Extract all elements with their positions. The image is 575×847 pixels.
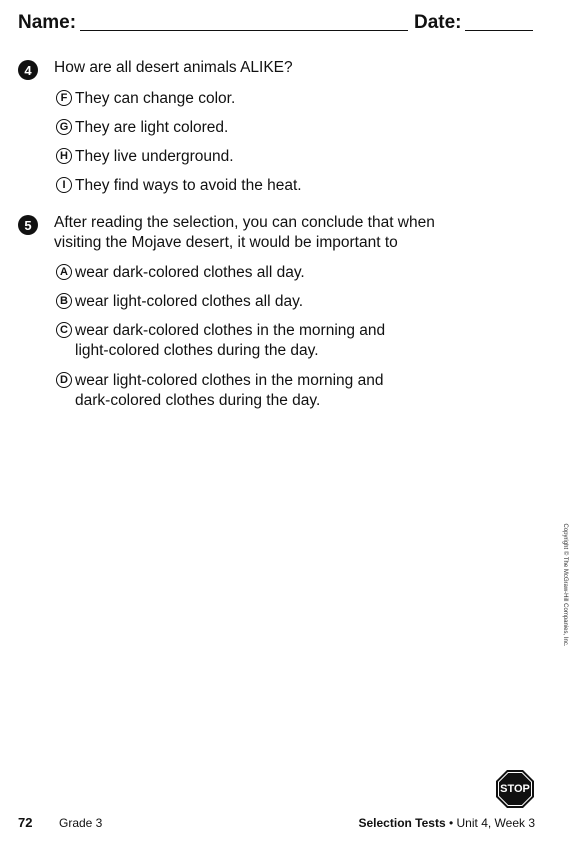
- section-title: Selection Tests: [358, 816, 446, 830]
- page-number: 72: [18, 815, 33, 830]
- question-number: 5: [18, 215, 38, 235]
- section-detail: • Unit 4, Week 3: [448, 816, 535, 830]
- option-text: [75, 371, 383, 411]
- stop-sign-icon: [495, 769, 535, 809]
- date-field[interactable]: [465, 30, 533, 31]
- question-number: 4: [18, 60, 38, 80]
- option-letter-circle: C: [56, 322, 72, 338]
- option-letter-circle: D: [56, 372, 72, 388]
- question-5: [18, 213, 538, 418]
- option-text-line: wear dark-colored clothes in the morning and: [75, 322, 386, 339]
- option-text: wear dark-colored clothes all day.: [75, 264, 305, 281]
- question-4: [18, 58, 538, 203]
- stop-label: STOP: [500, 783, 530, 795]
- option-text-line: dark-colored clothes during the day.: [75, 392, 321, 409]
- option-text: They are light colored.: [75, 119, 229, 136]
- option-letter-circle: F: [56, 90, 72, 106]
- question-text-line: visiting the Mojave desert, it would be important to: [54, 234, 398, 251]
- copyright-notice: Copyright © The McGraw-Hill Companies, Inc.: [562, 523, 568, 647]
- footer-section: [359, 816, 536, 830]
- option-text: They find ways to avoid the heat.: [75, 177, 302, 194]
- date-label: Date:: [414, 12, 462, 33]
- option-letter-circle: H: [56, 148, 72, 164]
- option-text: [75, 321, 385, 361]
- name-label: Name:: [18, 12, 77, 33]
- page-header: [18, 10, 538, 38]
- option-letter-circle: G: [56, 119, 72, 135]
- option-text: They can change color.: [75, 90, 236, 107]
- question-text: How are all desert animals ALIKE?: [54, 59, 293, 76]
- option-text: They live underground.: [75, 148, 234, 165]
- grade-label: Grade 3: [59, 816, 103, 830]
- option-letter-circle: A: [56, 264, 72, 280]
- option-text-line: light-colored clothes during the day.: [75, 342, 319, 359]
- name-field[interactable]: [80, 30, 408, 31]
- option-letter-circle: I: [56, 177, 72, 193]
- option-text-line: wear light-colored clothes in the morning and: [75, 372, 384, 389]
- question-text-line: After reading the selection, you can conclude that when: [54, 214, 435, 231]
- question-text: [54, 213, 474, 253]
- option-letter-circle: B: [56, 293, 72, 309]
- option-text: wear light-colored clothes all day.: [75, 293, 304, 310]
